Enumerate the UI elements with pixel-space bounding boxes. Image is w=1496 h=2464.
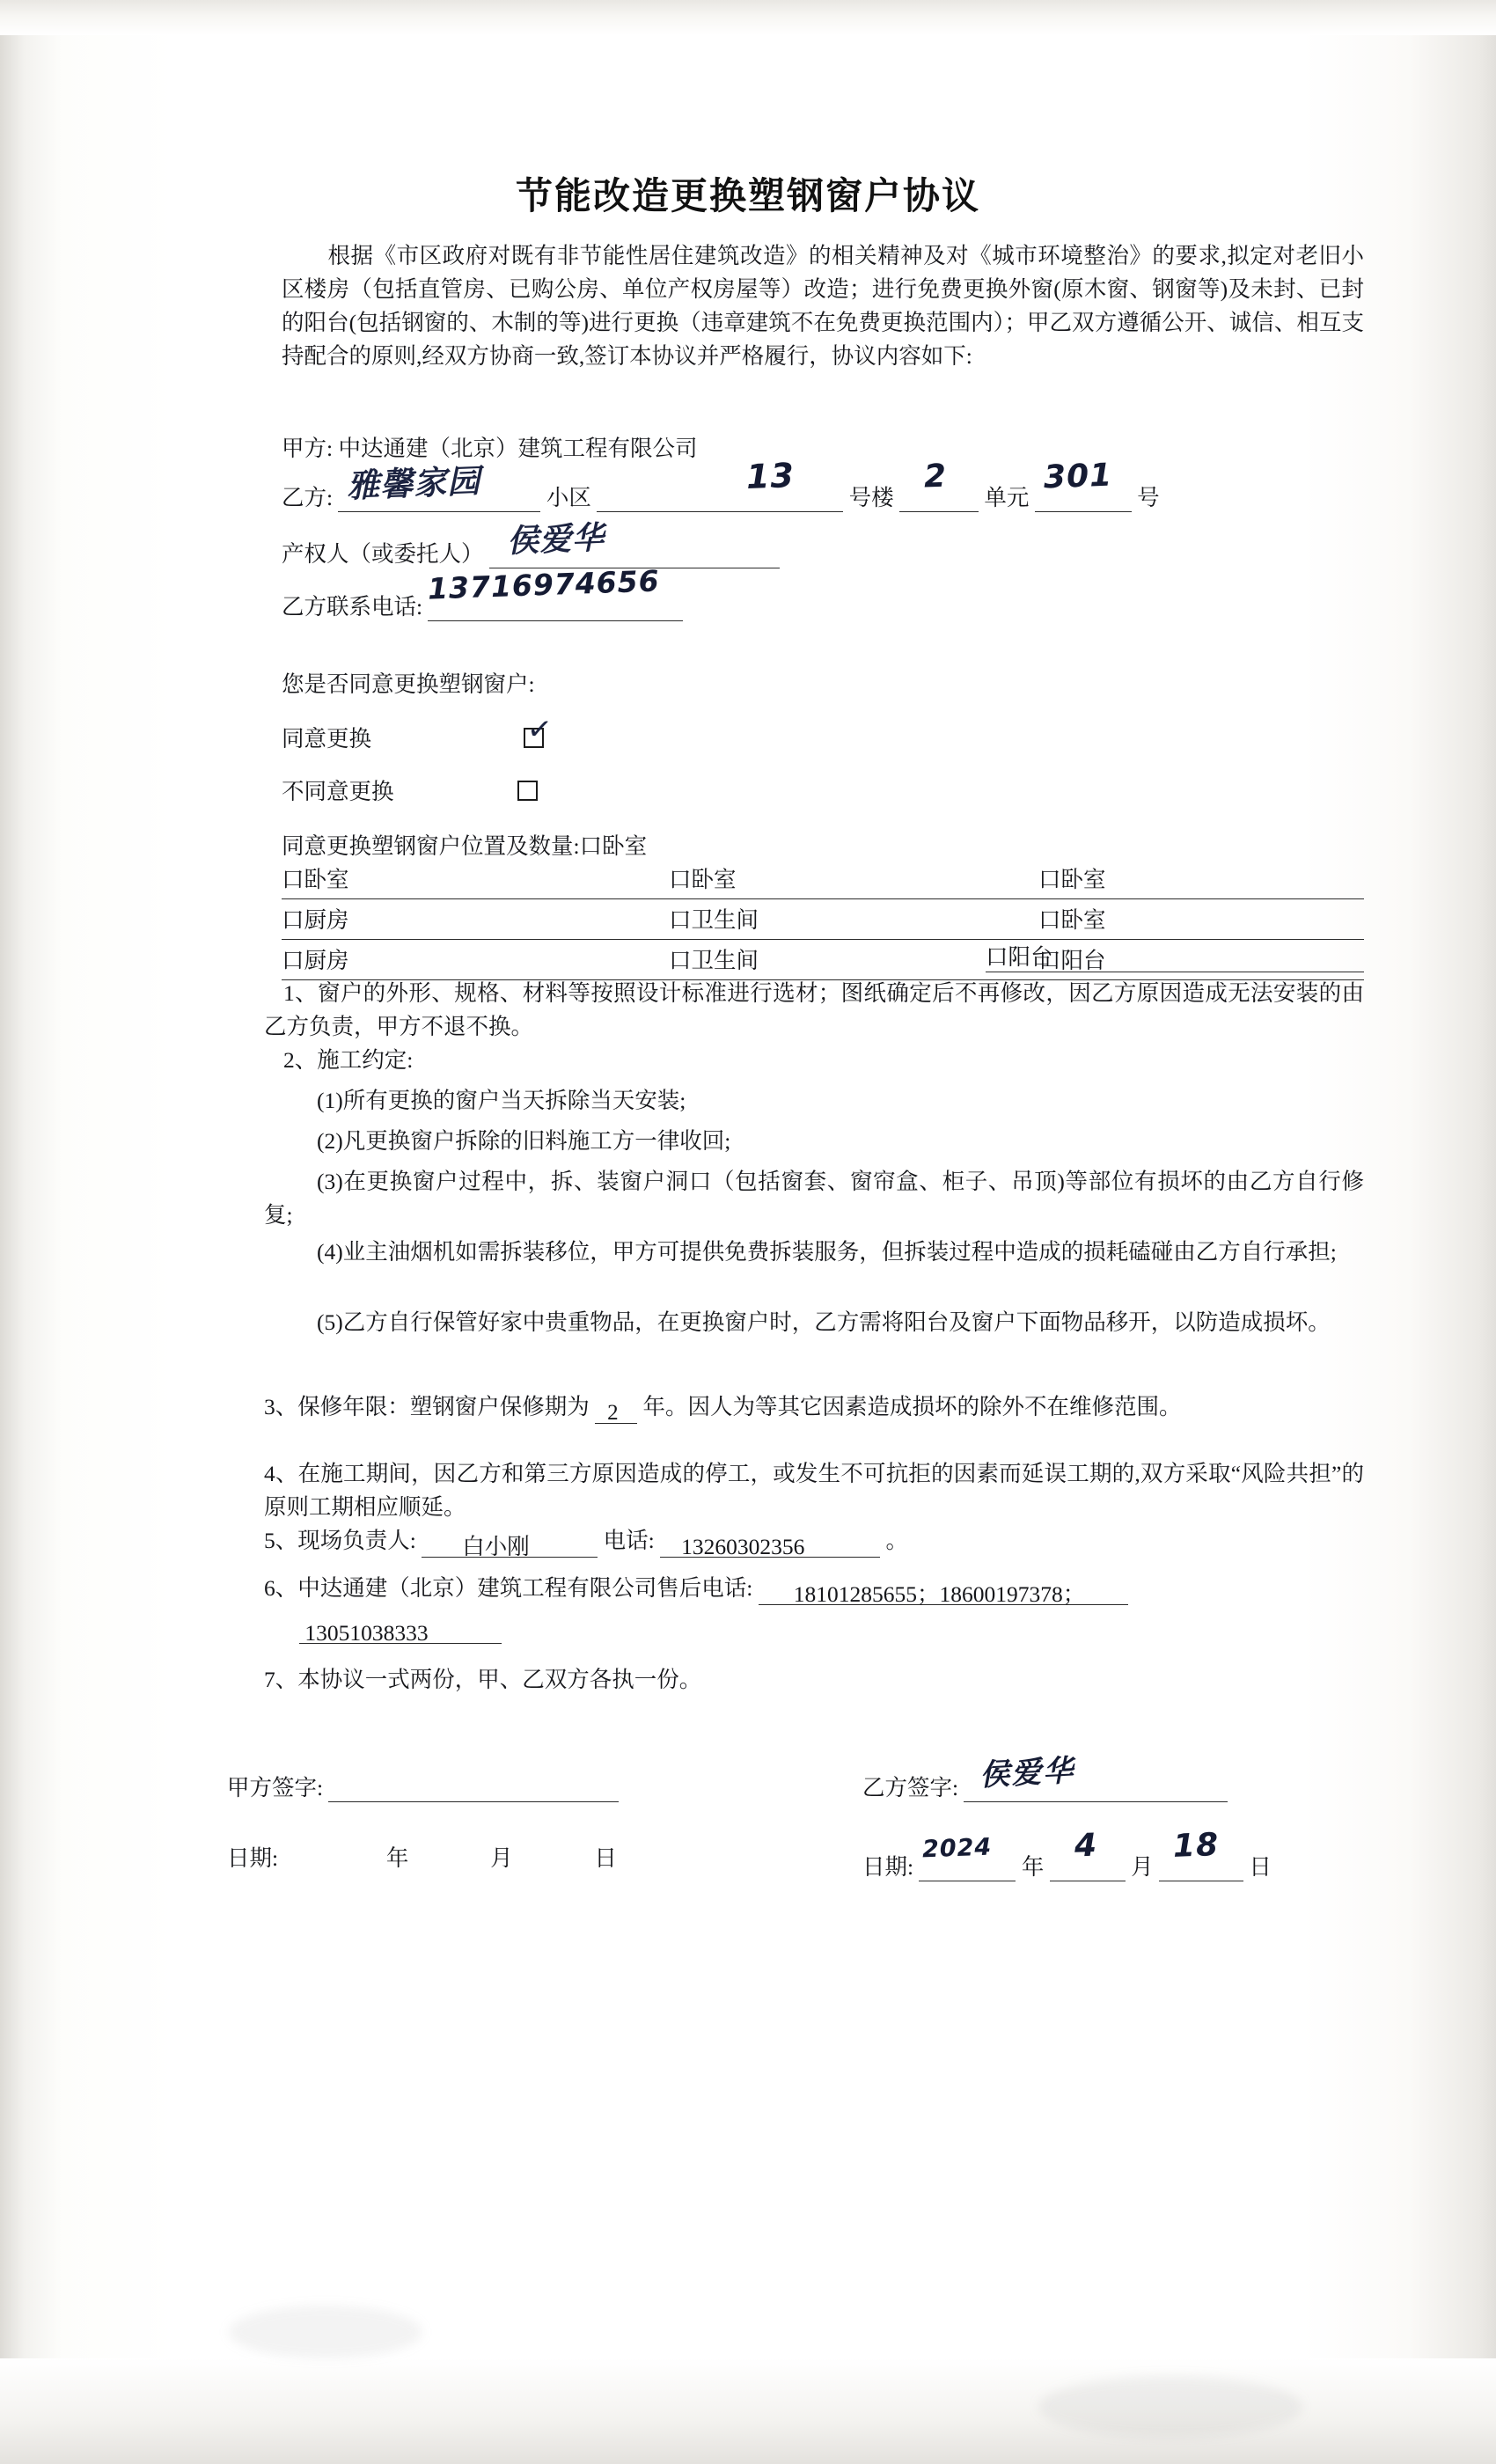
community-handwriting: 雅馨家园 xyxy=(346,462,482,505)
phone-handwriting: 13716974656 xyxy=(427,563,661,606)
room-blank xyxy=(1035,457,1132,512)
sub-clause-5 xyxy=(264,1306,1364,1339)
sub-clause-1-text: (1)所有更换的窗户当天拆除当天安装; xyxy=(317,1088,686,1113)
sub-clause-4 xyxy=(264,1236,1364,1269)
rooms-table xyxy=(282,859,1364,980)
site-manager-phone-blank xyxy=(660,1532,880,1558)
room-cell[interactable]: 口卧室 xyxy=(282,859,642,899)
room-suffix: 号 xyxy=(1137,485,1160,510)
unit-handwriting: 2 xyxy=(923,458,948,495)
party-b-row xyxy=(282,456,1160,512)
date-a-year: 年 xyxy=(385,1845,409,1871)
clause-5 xyxy=(264,1524,1364,1558)
clause-4-text: 4、在施工期间，因乙方和第三方原因造成的停工，或发生不可抗拒的因素而延误工期的,双方采取“风险共担”的原则工期相应顺延。 xyxy=(264,1461,1364,1520)
site-manager-blank xyxy=(422,1532,598,1558)
clause-7 xyxy=(264,1663,1364,1697)
clause-6 xyxy=(264,1572,1364,1605)
community-blank xyxy=(338,462,540,512)
clause-1-number: 1、 xyxy=(283,980,318,1006)
date-b-day-label: 日 xyxy=(1249,1854,1272,1880)
site-manager-phone: 13260302356 xyxy=(681,1534,805,1559)
sign-b-blank[interactable] xyxy=(964,1753,1228,1802)
intro-text: 根据《市区政府对既有非节能性居住建筑改造》的相关精神及对《城市环境整治》的要求,拟定对老旧小区楼房（包括直管房、已购公房、单位产权房屋等）改造；进行免费更换外窗(原木窗、钢窗等)及未封、已封的阳台(包括钢窗的、木制的等)进行更换（违章建筑不在免费更换范围内）；甲乙双方遵循公开、诚信、相互支持配合的原则,经双方协商一致,签订本协议并严格履行，协议内容如下: xyxy=(282,243,1364,369)
agree-question: 您是否同意更换塑钢窗户: xyxy=(282,671,535,697)
party-a-label: 甲方: xyxy=(282,436,334,461)
building-suffix: 号楼 xyxy=(848,485,894,510)
clause-5-mid: 电话: xyxy=(603,1528,655,1553)
rooms-header-label: 同意更换塑钢窗户位置及数量: xyxy=(282,833,580,859)
phone-label: 乙方联系电话: xyxy=(282,594,423,620)
clause-5-prefix: 5、现场负责人: xyxy=(264,1528,416,1553)
date-b-day-blank[interactable] xyxy=(1159,1827,1243,1881)
party-a-signature-row[interactable] xyxy=(227,1771,619,1802)
unit-suffix: 单元 xyxy=(984,485,1030,510)
room-handwriting: 301 xyxy=(1043,457,1113,496)
aftersales-phone-blank-1 xyxy=(759,1580,1128,1605)
rooms-header-first-item: 口卧室 xyxy=(579,833,648,859)
clause-6-prefix: 6、中达通建（北京）建筑工程有限公司售后电话: xyxy=(264,1575,753,1601)
disagree-label: 不同意更换 xyxy=(282,779,394,804)
clause-2 xyxy=(264,1044,1364,1077)
clause-1 xyxy=(264,977,1364,1044)
sub-clause-2 xyxy=(264,1125,1364,1158)
date-b-month-handwriting: 4 xyxy=(1074,1827,1098,1865)
date-b-year-handwriting: 2024 xyxy=(921,1833,994,1864)
date-b-label: 日期: xyxy=(862,1854,914,1880)
table-row[interactable] xyxy=(282,899,1364,940)
date-b-year-blank[interactable] xyxy=(919,1833,1016,1881)
clause-2-text: 施工约定: xyxy=(317,1047,414,1073)
clause-1-text: 窗户的外形、规格、材料等按照设计标准进行选材；图纸确定后不再修改，因乙方原因造成无法安装的由乙方负责，甲方不退不换。 xyxy=(264,980,1364,1039)
party-a-date-row[interactable] xyxy=(227,1841,617,1873)
room-cell[interactable]: 口阳台 xyxy=(1003,940,1364,980)
phone-blank xyxy=(427,563,683,621)
warranty-years-value: 2 xyxy=(607,1401,619,1425)
aftersales-phone-blank-2 xyxy=(299,1618,502,1644)
phone-row xyxy=(282,563,683,621)
disagree-checkbox-square[interactable] xyxy=(517,781,538,801)
building-blank xyxy=(597,456,843,512)
sign-b-handwriting: 侯爱华 xyxy=(979,1753,1076,1793)
aftersales-phone-2: 13051038333 xyxy=(304,1620,429,1646)
clause-3-suffix: 年。因人为等其它因素造成损坏的除外不在维修范围。 xyxy=(642,1394,1182,1419)
clause-5-suffix: 。 xyxy=(885,1528,908,1553)
agree-checkbox[interactable] xyxy=(524,710,554,752)
table-row[interactable] xyxy=(282,859,1364,899)
extra-room-cell[interactable] xyxy=(986,940,1053,972)
aftersales-phone-1: 18101285655；18600197378； xyxy=(793,1581,1086,1607)
room-cell[interactable]: 口卧室 xyxy=(1003,859,1364,899)
date-a-day: 日 xyxy=(594,1845,617,1871)
room-cell[interactable]: 口卧室 xyxy=(1003,899,1364,940)
clause-3-prefix: 3、保修年限：塑钢窗户保修期为 xyxy=(264,1394,590,1419)
sub-clause-5-text: (5)乙方自行保管好家中贵重物品，在更换窗户时，乙方需将阳台及窗户下面物品移开，以防造成损坏。 xyxy=(317,1309,1331,1335)
room-cell[interactable]: 口厨房 xyxy=(282,899,642,940)
room-cell[interactable]: 口卧室 xyxy=(642,859,1003,899)
clause-4 xyxy=(264,1457,1364,1524)
sign-b-label: 乙方签字: xyxy=(862,1775,959,1800)
date-b-month-blank[interactable] xyxy=(1050,1827,1126,1881)
agree-label: 同意更换 xyxy=(282,726,372,752)
party-b-date-row[interactable] xyxy=(862,1827,1272,1881)
warranty-years-blank xyxy=(595,1398,637,1424)
room-cell[interactable]: 口卫生间 xyxy=(642,899,1003,940)
party-b-label: 乙方: xyxy=(282,485,334,510)
date-a-month: 月 xyxy=(490,1845,513,1871)
page-title: 节能改造更换塑钢窗户协议 xyxy=(515,174,980,217)
building-handwriting: 13 xyxy=(745,456,796,496)
sign-a-label: 甲方签字: xyxy=(227,1775,324,1800)
sub-clause-3 xyxy=(264,1165,1364,1232)
extra-room-label: 口阳台 xyxy=(986,944,1053,970)
sub-clause-4-text: (4)业主油烟机如需拆装移位，甲方可提供免费拆装服务，但拆装过程中造成的损耗磕碰由乙方自行承担; xyxy=(317,1239,1337,1265)
owner-handwriting: 侯爱华 xyxy=(506,519,605,561)
agree-option-row[interactable] xyxy=(282,710,554,753)
room-cell[interactable]: 口卫生间 xyxy=(642,940,1003,980)
clause-7-text: 7、本协议一式两份，甲、乙双方各执一份。 xyxy=(264,1667,702,1692)
sub-clause-2-text: (2)凡更换窗户拆除的旧料施工方一律收回; xyxy=(317,1128,731,1154)
owner-row xyxy=(282,519,780,568)
date-b-month-label: 月 xyxy=(1131,1854,1154,1880)
intro-paragraph xyxy=(282,239,1364,373)
sub-clause-3-text: (3)在更换窗户过程中，拆、装窗户洞口（包括窗套、窗帘盒、柜子、吊顶)等部位有损坏的由乙方自行修复; xyxy=(264,1169,1364,1228)
owner-label: 产权人（或委托人） xyxy=(282,541,484,567)
clause-2-number: 2、 xyxy=(283,1047,318,1073)
sub-clause-1 xyxy=(264,1084,1364,1118)
room-cell[interactable]: 口厨房 xyxy=(282,940,642,980)
unit-blank xyxy=(899,458,979,512)
community-suffix: 小区 xyxy=(546,485,591,510)
disagree-option-row[interactable] xyxy=(282,774,538,806)
party-a-row xyxy=(282,431,697,463)
date-b-day-handwriting: 18 xyxy=(1172,1827,1220,1865)
date-b-year-label: 年 xyxy=(1021,1854,1045,1880)
sign-a-blank[interactable] xyxy=(328,1775,619,1802)
party-a-value: 中达通建（北京）建筑工程有限公司 xyxy=(338,436,698,461)
clause-3 xyxy=(264,1390,1364,1424)
rooms-header-row xyxy=(282,829,647,861)
table-row[interactable] xyxy=(282,940,1364,980)
party-b-signature-row[interactable] xyxy=(862,1753,1228,1802)
date-a-label: 日期: xyxy=(227,1845,279,1871)
clause-6-line2 xyxy=(264,1610,1364,1644)
site-manager-name: 白小刚 xyxy=(462,1534,530,1559)
check-icon: ✓ xyxy=(524,710,554,749)
